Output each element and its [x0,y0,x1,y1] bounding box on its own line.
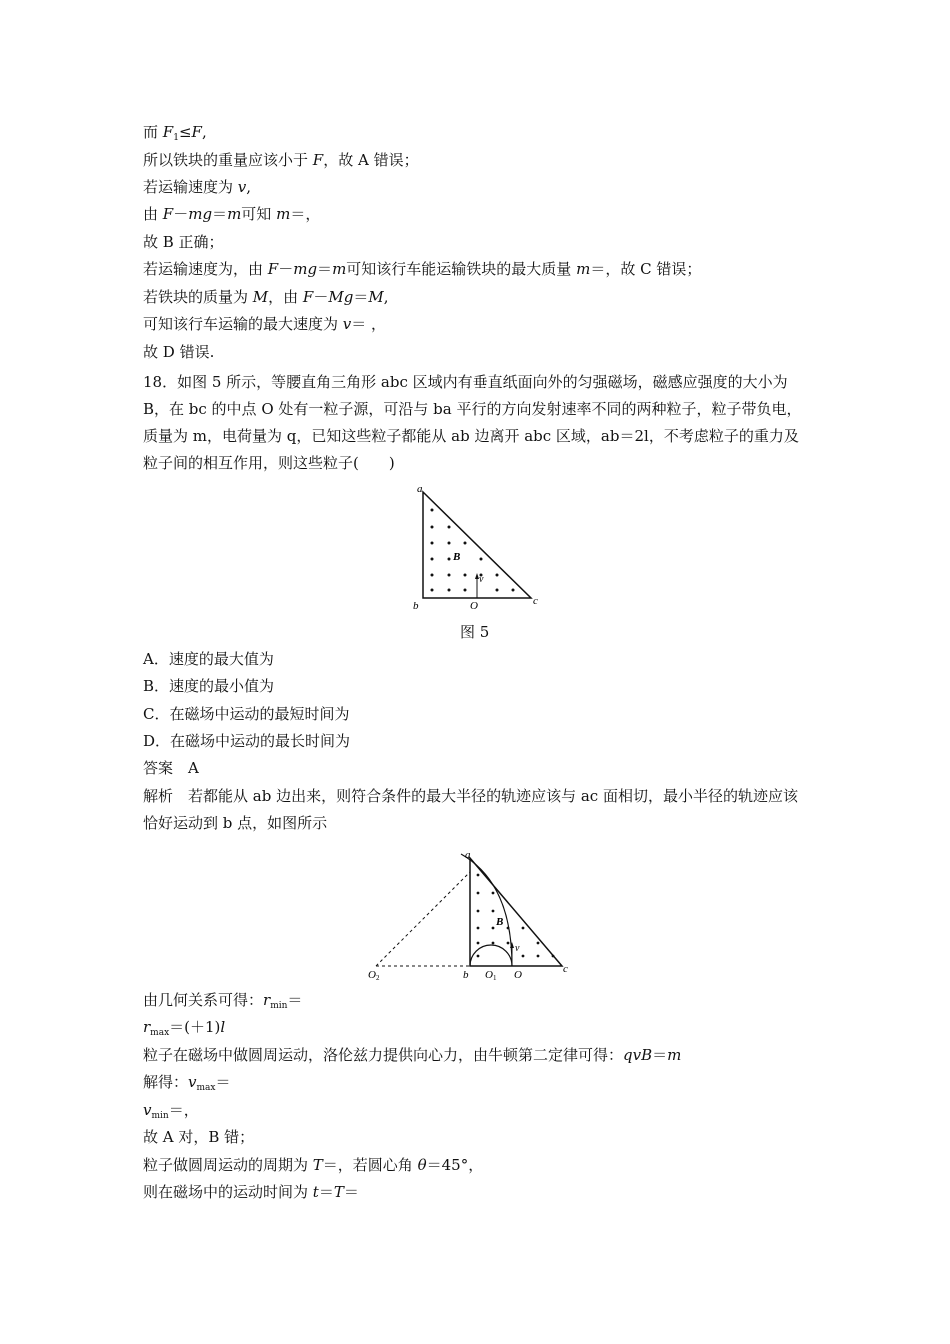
label-O1-sub: 1 [493,974,497,980]
line-4: 由 F－mg＝m可知 m＝， [143,205,321,223]
line-1: 而 $F_1\le F$, [143,123,207,143]
analysis-figure [360,848,580,980]
label-a: a [465,849,471,861]
option-a: A．速度的最大值为 [143,650,274,668]
line-3: 若运输速度为 v, [143,178,252,196]
label-c: c [533,595,538,607]
label-O: O [514,969,522,980]
question-18: 18．如图 5 所示，等腰直角三角形 abc 区域内有垂直纸面向外的匀强磁场，磁感应强度的大小为 B，在 bc 的中点 O 处有一粒子源，可沿与 ba 平行的方向发射速率不同的两种粒子，粒子带负电，质量为 m，电荷量为 q，已知这些粒子都能从 ab 边离开 abc 区域，ab＝2l，不考虑粒子的重力及粒子间的相互作用，则这些粒子( ) [143,373,802,472]
option-d: D．在磁场中运动的最长时间为 [143,732,351,750]
line-8: 可知该行车运输的最大速度为 v＝ ， [143,315,387,333]
label-b: b [413,600,419,612]
field-dots [431,509,515,592]
label-O2: O [368,969,376,980]
geometry-line-2: $r_{max}=(+1)l$ [143,1018,226,1038]
label-B: B [453,551,461,563]
answer: 答案 A [143,759,199,777]
option-b: B．速度的最小值为 [143,677,275,695]
label-O1: O [485,969,493,980]
figure-5 [405,480,555,615]
line-6: 若运输速度为，由 F－mg＝m可知该行车能运输铁块的最大质量 m＝，故 C 错误； [143,260,702,278]
label-B: B [496,916,504,928]
label-v: v [515,943,520,954]
geometry-line-1: 由几何关系可得：$r_{min}=$ [143,991,303,1011]
solve-line-1: 解得：$v_{max}=$ [143,1073,231,1093]
min-arc [470,945,512,966]
newton-line: 粒子在磁场中做圆周运动，洛伦兹力提供向心力，由牛顿第二定律可得：qvB＝m [143,1046,682,1064]
analysis: 解析 若都能从 ab 边出来，则符合条件的最大半径的轨迹应该与 ac 面相切，最小半径的轨迹应该恰好运动到 b 点，如图所示 [143,787,798,832]
time-line: 则在磁场中的运动时间为 t＝T＝ [143,1183,359,1201]
label-c: c [563,963,568,975]
label-b: b [463,969,469,980]
label-O: O [470,600,478,612]
label-O2-sub: 2 [376,974,380,980]
line-7: 若铁块的质量为 M，由 F－Mg＝M, [143,288,389,306]
label-a: a [417,483,423,495]
label-v: v [479,574,484,585]
solve-line-2: $v_{min}=$， [143,1101,199,1121]
dashed-radius [376,872,470,966]
figure-caption: 图 5 [460,623,490,641]
option-c: C．在磁场中运动的最短时间为 [143,705,350,723]
period-line: 粒子做圆周运动的周期为 T＝，若圆心角 θ＝45°， [143,1156,484,1174]
line-2: 所以铁块的重量应该小于 F，故 A 错误； [143,151,419,169]
line-9: 故 D 错误. [143,343,215,361]
line-5: 故 B 正确； [143,233,224,251]
conclusion-line: 故 A 对，B 错； [143,1128,255,1146]
